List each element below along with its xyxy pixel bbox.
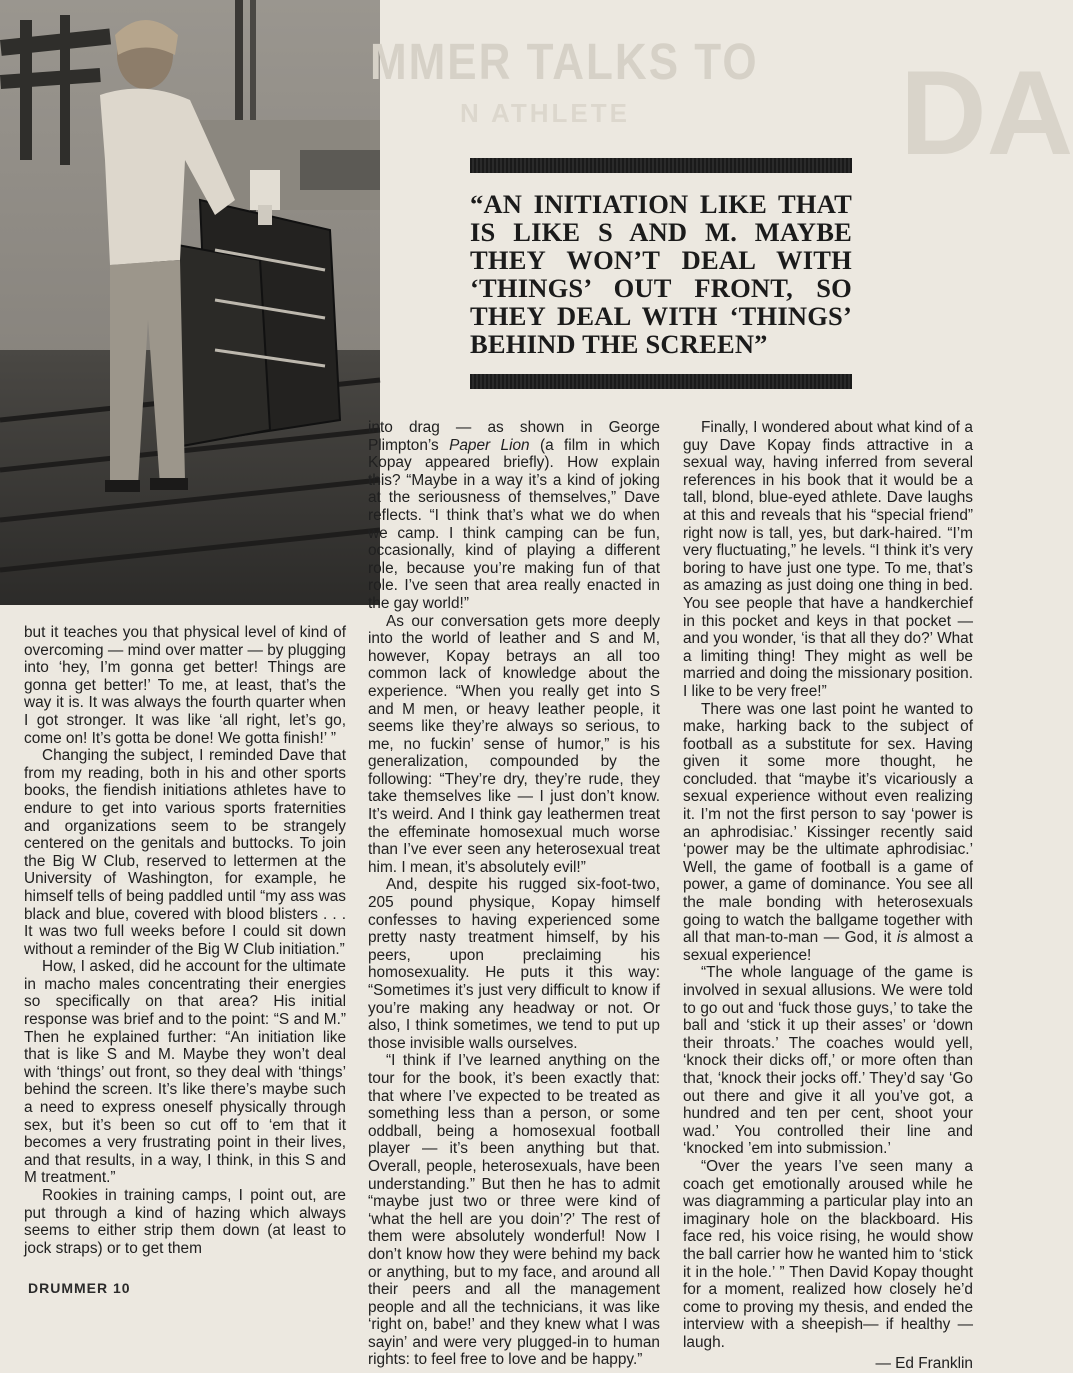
- paragraph: [683, 701, 973, 965]
- paragraph: How, I asked, did he account for the ultimate in macho males concentrating their energies so specifically on that area? His initial response was brief and to the point: “S and M.” Then he explained further: “An initiation like that is like S and M. Maybe they won’t deal with ‘things’ out front, so they deal with ‘things’ behind the screen. It’s like there’s maybe such a need to express oneself physically through sex, but it’s been so cut off to ‘em that it becomes a very frustrating point in their lives, and that results, in a way, I think, in this S and M treatment.”: [24, 958, 346, 1187]
- text-column-3: [683, 419, 973, 1373]
- background-headline-line-2: N ATHLETE: [460, 98, 630, 128]
- pull-quote-top-rule: [470, 158, 852, 173]
- background-headline-line-3: DA: [900, 46, 1073, 180]
- text-run: almost a sexual experience!: [683, 929, 973, 964]
- text-run: (a film in which Kopay appeared briefly). How explain this? “Maybe in a way it’s a kind of joking at the seriousness of themselves,” Dave reflects. “I think that’s what we do when we camp. I think camping can be fun, occasionally, kind of playing a different role, because you’re making fun of that role. I’ve seen that area really enacted in the gay world!”: [368, 436, 660, 612]
- film-title: Paper Lion: [449, 436, 530, 454]
- paragraph: As our conversation gets more deeply into the world of leather and S and M, however, Kopay betrays an all too common lack of knowledge about the experience. “When you really get into S and M men, or heavy leather people, it seems like they’re always so serious, to me, no fuckin’ sense of humor,” is his generalization, compounded by the following: “They’re dry, they’re rude, they take themselves like — I just don’t know. It’s weird. And I think gay leathermen treat the effeminate homosexual much worse than I’ve ever seen any heterosexual treat him. I mean, it’s absolutely evil!”: [368, 612, 660, 876]
- paragraph: “I think if I’ve learned anything on the tour for the book, it’s been exactly that: that where I’ve expected to be treated as something less than a person, or some oddball, being a homosexual football player — it’s been anything but that. Overall, people, heterosexuals, have been understanding.” But then he has to admit “maybe just two or three were kind of ‘what the hell are you doin’?’ The rest of them were absolutely wonderful! Now I don’t know how they were behind my back or anything, but to my face, and around all their peers and all the management people and all the technicians, it was like ‘right on, babe!’ and they knew what I was sayin’ and were very plugged-in to human rights: to feel free to love and be happy.”: [368, 1052, 660, 1369]
- paragraph: [368, 419, 660, 613]
- pull-quote-bottom-rule: [470, 374, 852, 389]
- paragraph: Rookies in training camps, I point out, are put through a kind of hazing which always seems to either strip them down (at least to jock straps) or to get them: [24, 1187, 346, 1257]
- background-headline-line-1: MMER TALKS TO: [370, 34, 759, 91]
- pull-quote-text: “AN INITIATION LIKE THAT IS LIKE S AND M. MAYBE THEY WON’T DEAL WITH ‘THINGS’ OUT FRONT, SO THEY DEAL WITH ‘THINGS’ BEHIND THE SCREEN”: [470, 189, 852, 359]
- paragraph: Changing the subject, I reminded Dave that from my reading, both in his and other sports books, the fiendish initiations athletes have to endure to get into various sports fraternities and organizations seem to be strangely centered on the genitals and buttocks. To join the Big W Club, reserved to lettermen at the University of Washington, for example, he himself tells of being paddled until “my ass was black and blue, covered with blood blisters . . . It was two full weeks before I could sit down without a reminder of the Big W Club initiation.”: [24, 747, 346, 958]
- paragraph: Finally, I wondered about what kind of a guy Dave Kopay finds attractive in a sexual way, having inferred from several references in his book that it would be a tall, blond, blue-eyed athlete. Dave laughs at this and reveals that his “special friend” right now is tall, yes, but dark-haired. “I’m very fluctuating,” he levels. “I think it’s very boring to have just one type. To me, that’s as amazing as just doing one thing in bed. You see people that have a handkerchief in this pocket and keys in that pocket — and you wonder, ‘is that all they do?’ What a limiting thing! They might as well be married and doing the missionary position. I like to be very free!”: [683, 419, 973, 700]
- author-byline: — Ed Franklin: [875, 1355, 973, 1373]
- paragraph: “Over the years I’ve seen many a coach get emotionally aroused while he was diagramming a particular play into an imaginary hole on the blackboard. His face red, his voice rising, he would show the ball carrier how he wanted him to ‘stick it in the hole.’ ” Then David Kopay thought for a moment, realized how closely he’d come to proving my thesis, and ended the interview with a sheepish— if healthy — laugh.: [683, 1157, 973, 1351]
- photograph: [0, 0, 380, 605]
- emphasis: is: [896, 929, 908, 947]
- page-folio: DRUMMER 10: [28, 1280, 131, 1296]
- paragraph: “The whole language of the game is involved in sexual allusions. We were told to go out and ‘fuck those guys,’ to take the ball and ‘stick it up their asses’ or ‘down their throats.’ The coaches would yell, ‘knock their dicks off,’ or more often than that, ‘knock their jocks off.’ They’d say ‘Go out there and give it all you’ve got, a hundred and ten per cent, shoot your wad.’ You controlled their line and ‘knocked ’em into submission.’: [683, 964, 973, 1158]
- paragraph: but it teaches you that physical level of kind of overcoming — mind over matter — by plugging into ‘hey, I’m gonna get better! Things are gonna get better!’ To me, at least, that’s the way it is. It was always the fourth quarter when I got stronger. It was like ‘all right, let’s go, come on! It’s gotta be done! We gotta finish!’ ”: [24, 624, 346, 747]
- paragraph: And, despite his rugged six-foot-two, 205 pound physique, Kopay himself confesses to having experienced some pretty nasty treatment himself, by his peers, upon preclaiming his homosexuality. He puts it this way: “Sometimes it’s just very difficult to know if you’re making any headway or not. Or also, I think sometimes, we tend to put up those invisible walls ourselves.: [368, 876, 660, 1052]
- text-run: There was one last point he wanted to make, harking back to the subject of football as a substitute for sex. Having given it some more thought, he concluded. that “maybe it’s vicariously a sexual experience without even realizing it. I’m not the first person to say ‘power is an aphrodisiac.’ Kissinger recently said ‘power may be the ultimate aphrodisiac.’ Well, the game of football is a game of power, a game of dominance. You see all the male bonding with heterosexuals going to watch the ballgame together with all that man-to-man — God, it: [683, 700, 973, 947]
- text-run: into drag — as shown in George Plimpton’s: [368, 419, 660, 454]
- pull-quote: [470, 158, 852, 389]
- text-column-1: [24, 624, 346, 1257]
- text-column-2: [368, 419, 660, 1369]
- photo-illustration: [0, 0, 380, 605]
